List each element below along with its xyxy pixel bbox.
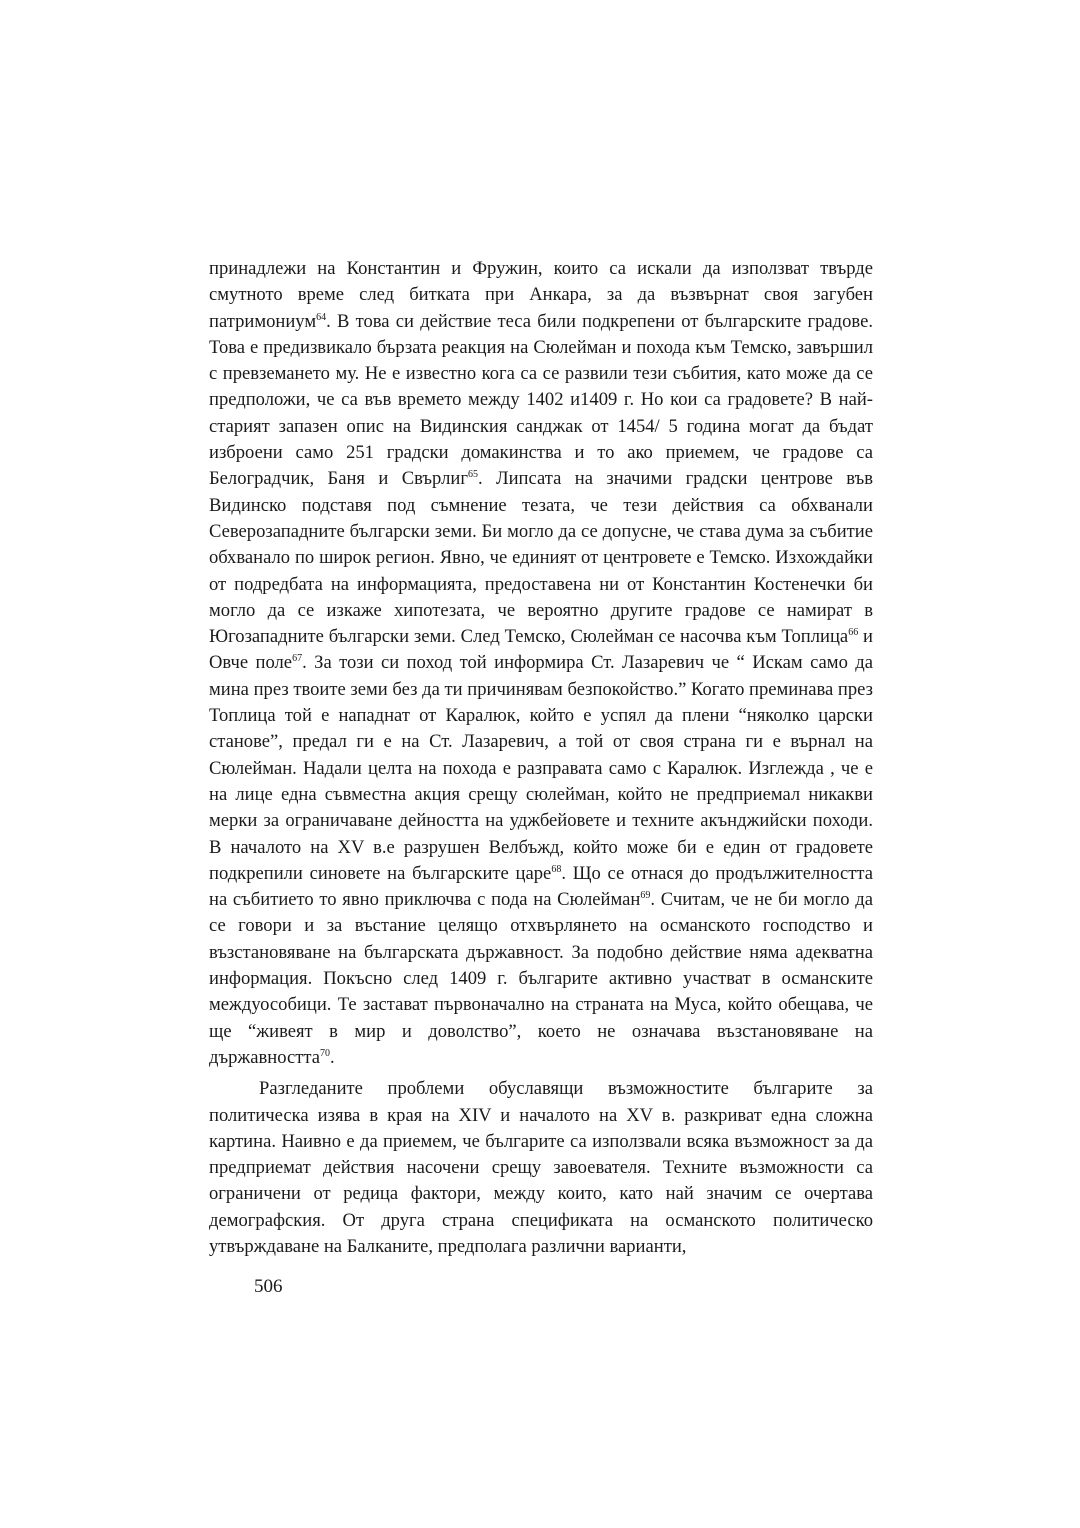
text-run: . [329,1046,335,1068]
footnote-ref-68: 68 [551,863,562,875]
text-run: Разгледаните проблеми обуславящи възможностите българите за политическа изява в края на XIV и началото на XV в. разкриват една сложна картина. Наивно е да приемем, че българите са използвали всяка възможност за да предприемат действия насочени срещу завоевателя. Техните възможности са ограничени от редица фактори, между които, като най значим се очертава демографския. От друга страна спецификата на османското политическо утвърждаване на Балканите, предполага различни варианти, [209,1078,873,1257]
text-run: . В това си действие теса били подкрепени от българските градове. Това е предизвикало бързата реакция на Сюлейман и похода към Темско, завършил с превземането му. Не е известно кога са се развили тези събития, като може да се предположи, че са във времето между 1402 и1409 г. Но кои са градовете? В най-старият запазен опис на Видинския санджак от 1454/ 5 година могат да бъдат изброени само 251 градски домакинства и то ако приемем, че градове са Белоградчик, Баня и Свърлиг [209,310,873,490]
text-run: . За този си поход той информира Ст. Лазаревич че “ Искам само да мина през твоите земи без да ти причинявам безпокойство.” Когато преминава през Топлица той е нападнат от Каралюк, който е успял да плени “няколко царски станове”, предал ги е на Ст. Лазаревич, а той от своя страна ги е върнал на Сюлейман. Надали целта на похода е разправата само с Каралюк. Изглежда , че е на лице една съвместна акция срещу сюлейман, който не предприемал никакви мерки за ограничаване дейността на уджбейовете и техните акънджийски походи. В началото на XV в.е разрушен Велбъжд, който може би е един от градовете подкрепили синовете на българските царе [209,652,874,884]
text-run: . Считам, че не би могло да се говори и за въстание целящо отхвърлянето на османското господство и възстановяване на българската държавност. За подобно действие няма адекватна информация. Покъсно след 1409 г. българите активно участват в османските междуособици. Те застават първоначално на страната на Муса, който обещава, че ще “живеят в мир и доволство”, което не означава възстановяване на държавността [209,889,873,1068]
text-run: . Що се отнася до продължителността на събитието то явно приключва с пода на Сюлейман [209,862,873,911]
text-run: и Овче поле [209,626,873,674]
footnote-ref-67: 67 [292,653,303,665]
text-run: принадлежи на Константин и Фружин, които са искали да използват твърде смутното време след битката при Анкара, за да възвърнат своя загубен патримониум [209,258,873,332]
footnote-ref-70: 70 [319,1047,330,1059]
body-text [209,256,873,1260]
paragraph-2 [209,1076,873,1260]
text-run: . Липсата на значими градски центрове във Видинско подставя под съмнение тезата, че тези действия са обхванали Северозападните български земи. Би могло да се допусне, че става дума за събитие обхванало по широк регион. Явно, че единият от центровете е Темско. Изхождайки от подредбата на информацията, предоставена ни от Константин Костенечки би могло да се изкаже хипотезата, че вероятно другите градове се намират в Югозападните български земи. След Темско, Сюлейман се насочва към Топлица [209,468,873,648]
paragraph-1 [209,256,873,1071]
footnote-ref-64: 64 [316,311,327,323]
footnote-ref-66: 66 [848,627,859,639]
footnote-ref-69: 69 [640,890,651,902]
footnote-ref-65: 65 [467,469,478,481]
page-number: 506 [254,1276,283,1297]
